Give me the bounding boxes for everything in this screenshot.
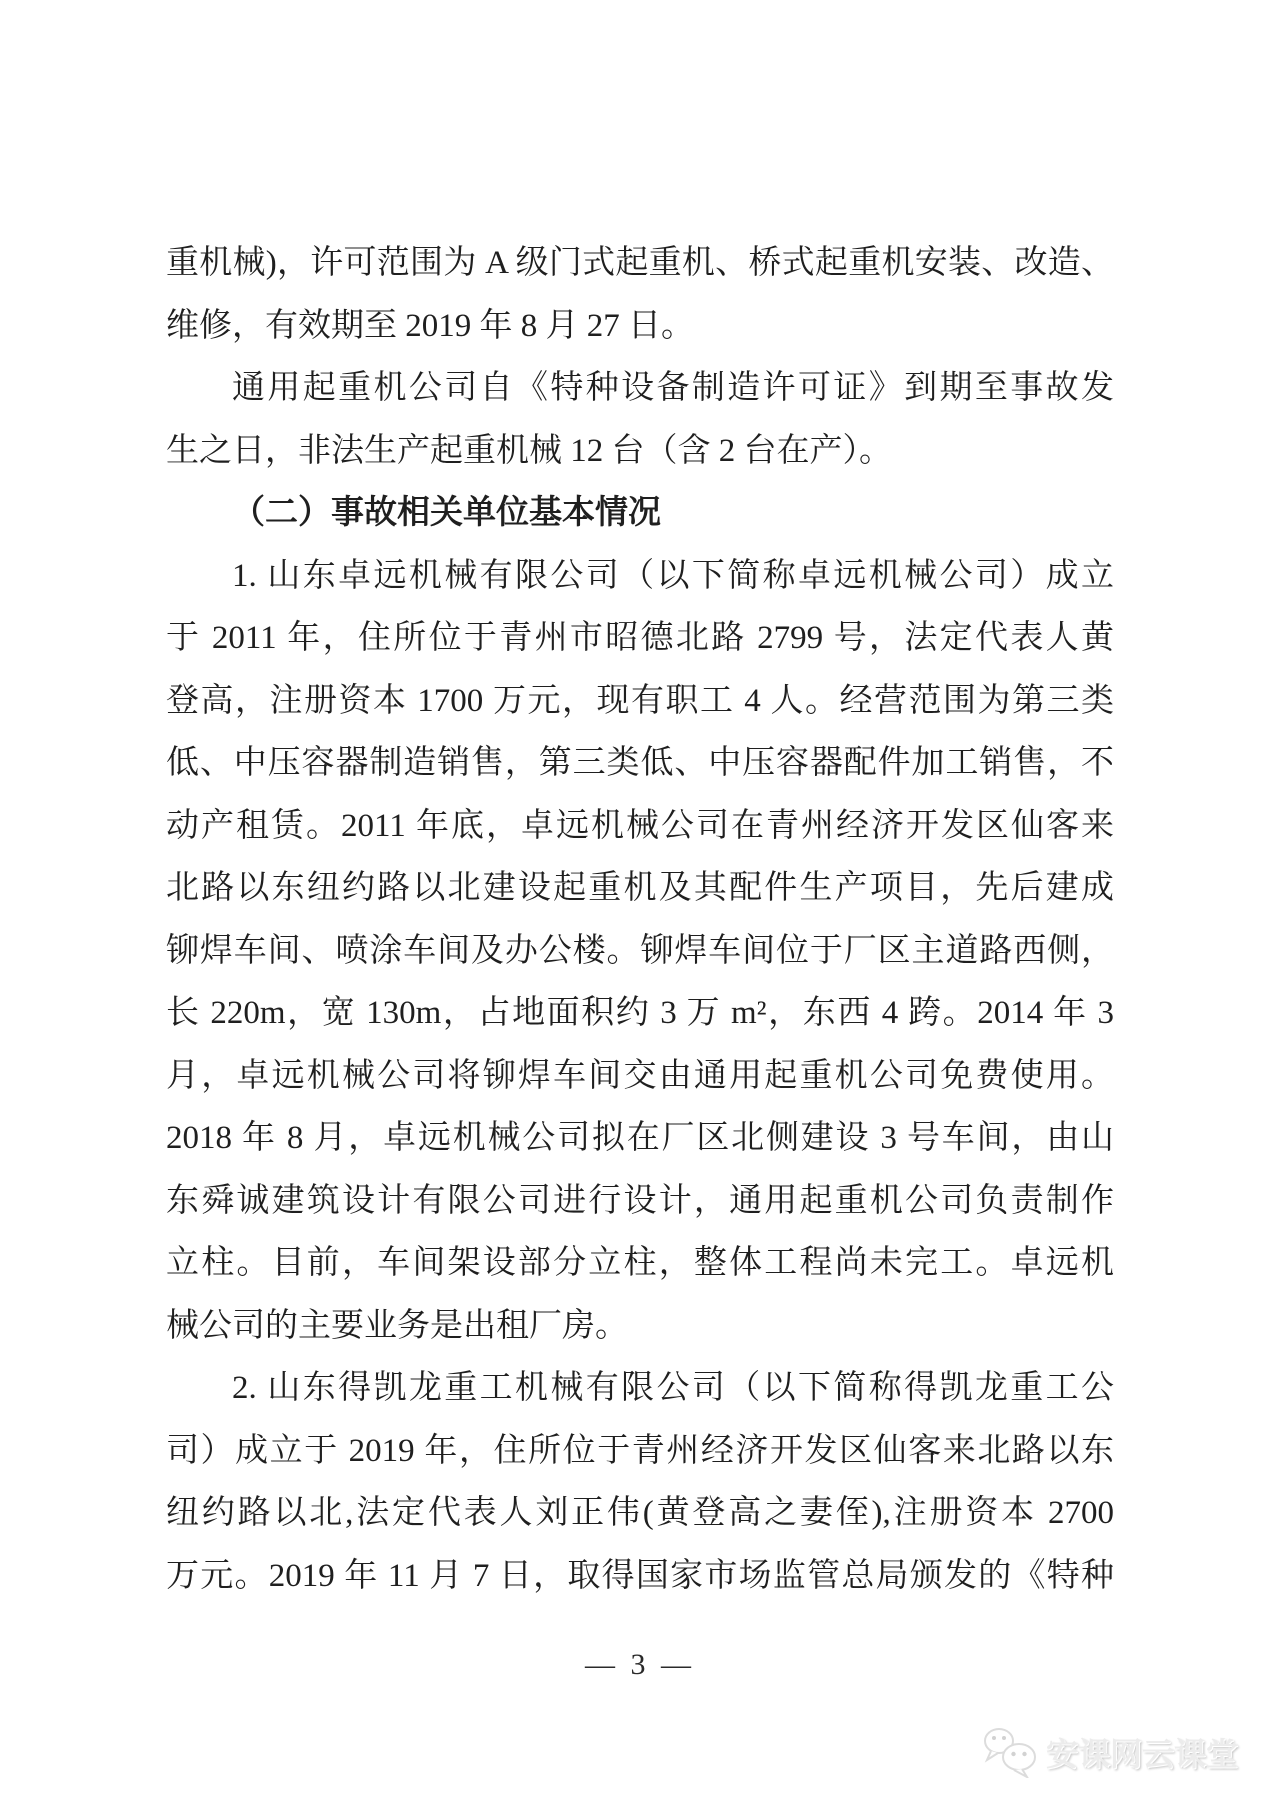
text-line: 立柱。目前，车间架设部分立柱，整体工程尚未完工。卓远机: [166, 1245, 1114, 1281]
text-line: 低、中压容器制造销售，第三类低、中压容器配件加工销售，不: [166, 745, 1114, 781]
text-line: 月，卓远机械公司将铆焊车间交由通用起重机公司免费使用。: [166, 1057, 1114, 1094]
text-line: 械公司的主要业务是出租厂房。: [166, 1307, 628, 1344]
text-line: 重机械)，许可范围为 A 级门式起重机、桥式起重机安装、改造、: [166, 245, 1114, 281]
text-line: 长 220m，宽 130m，占地面积约 3 万 m²，东西 4 跨。2014 年 3: [166, 995, 1114, 1031]
watermark-label: 安课网云课堂: [1046, 1736, 1239, 1772]
document-body: [166, 232, 1114, 1607]
text-line: 动产租赁。2011 年底，卓远机械公司在青州经济开发区仙客来: [166, 807, 1114, 844]
text-line: 1. 山东卓远机械有限公司（以下简称卓远机械公司）成立: [232, 557, 1114, 594]
wechat-icon: [982, 1726, 1038, 1778]
text-line: 纽约路以北,法定代表人刘正伟(黄登高之妻侄),注册资本 2700: [166, 1495, 1114, 1531]
text-line: 于 2011 年，住所位于青州市昭德北路 2799 号，法定代表人黄: [166, 620, 1114, 656]
text-line: 登高，注册资本 1700 万元，现有职工 4 人。经营范围为第三类: [166, 682, 1114, 719]
text-line: 铆焊车间、喷涂车间及办公楼。铆焊车间位于厂区主道路西侧，: [166, 932, 1114, 969]
text-line: 司）成立于 2019 年，住所位于青州经济开发区仙客来北路以东: [166, 1432, 1114, 1469]
text-line: 2018 年 8 月，卓远机械公司拟在厂区北侧建设 3 号车间，由山: [166, 1120, 1114, 1156]
text-line: 维修，有效期至 2019 年 8 月 27 日。: [166, 307, 694, 344]
page-number: — 3 —: [585, 1648, 695, 1681]
text-line: 万元。2019 年 11 月 7 日，取得国家市场监管总局颁发的《特种: [166, 1557, 1114, 1594]
text-line: 东舜诚建筑设计有限公司进行设计，通用起重机公司负责制作: [166, 1182, 1114, 1219]
text-line: 通用起重机公司自《特种设备制造许可证》到期至事故发: [232, 370, 1114, 406]
text-line: 北路以东纽约路以北建设起重机及其配件生产项目，先后建成: [166, 870, 1114, 906]
section-heading: （二）事故相关单位基本情况: [232, 495, 661, 531]
watermark: [982, 1726, 1238, 1778]
text-line: 生之日，非法生产起重机械 12 台（含 2 台在产）。: [166, 432, 892, 469]
text-line: 2. 山东得凯龙重工机械有限公司（以下简称得凯龙重工公: [232, 1370, 1114, 1406]
